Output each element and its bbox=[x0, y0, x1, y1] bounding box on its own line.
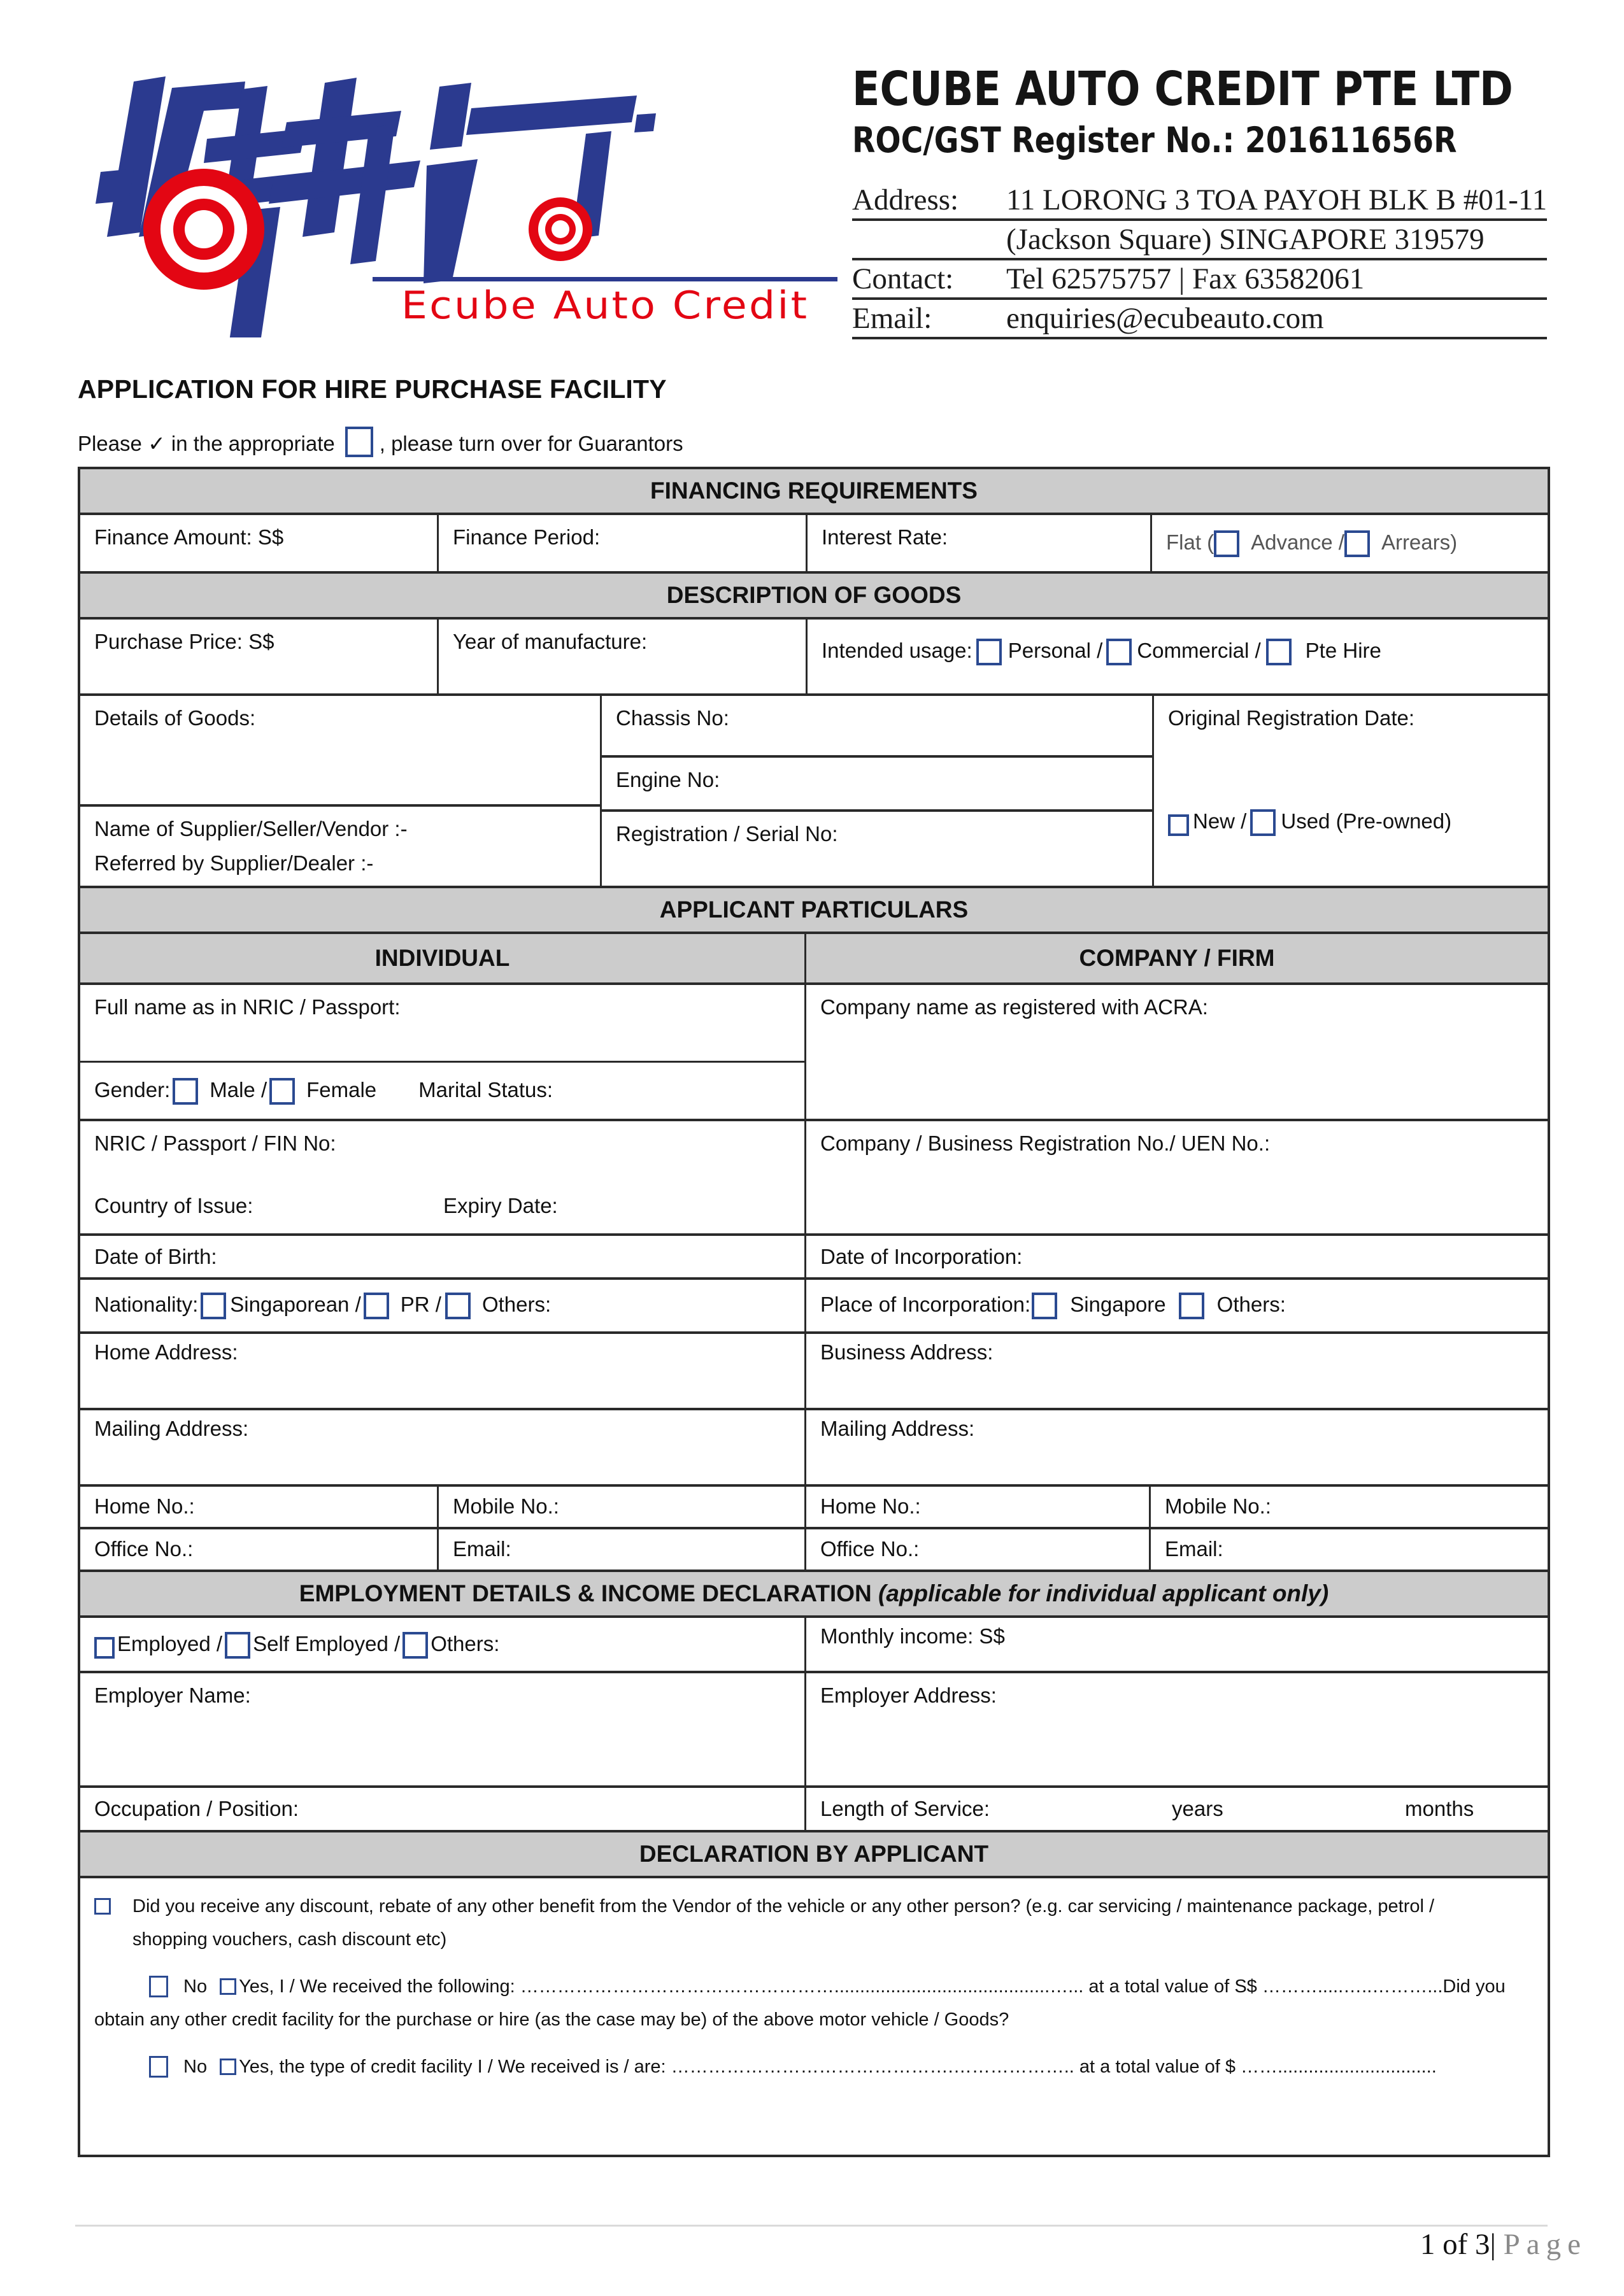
goods-row-1 bbox=[80, 620, 1548, 696]
used-label: Used (Pre-owned) bbox=[1281, 809, 1452, 833]
years-label: years bbox=[1172, 1797, 1223, 1820]
employment-others-label: Others: bbox=[431, 1632, 500, 1655]
section-financing-heading: FINANCING REQUIREMENTS bbox=[80, 469, 1548, 515]
employer-address-label: Employer Address: bbox=[820, 1683, 997, 1707]
checkbox-icon bbox=[345, 427, 373, 457]
discount-no-label: No bbox=[183, 1976, 208, 1997]
nationality-label: Nationality: bbox=[94, 1293, 199, 1316]
length-of-service-label: Length of Service: bbox=[820, 1797, 990, 1820]
personal-label: Personal / bbox=[1008, 639, 1103, 662]
gender-field bbox=[80, 1063, 804, 1119]
chassis-no-field[interactable] bbox=[602, 696, 1152, 758]
advance-label: Advance / bbox=[1251, 530, 1344, 554]
interest-rate-label: Interest Rate: bbox=[822, 525, 948, 549]
singaporean-checkbox[interactable] bbox=[201, 1293, 226, 1319]
company-roc: ROC/GST Register No.: 201611656R bbox=[852, 120, 1457, 160]
arrears-checkbox[interactable] bbox=[1344, 530, 1370, 557]
finance-period-label: Finance Period: bbox=[453, 525, 601, 549]
business-address-field[interactable] bbox=[806, 1334, 1548, 1408]
application-form bbox=[78, 467, 1550, 2157]
discount-question-text-2: shopping vouchers, cash discount etc) bbox=[132, 1929, 447, 1950]
home-no-field[interactable] bbox=[80, 1487, 439, 1527]
discount-no-checkbox[interactable] bbox=[149, 1976, 168, 1997]
nationality-field bbox=[80, 1280, 806, 1331]
employment-heading-note: (applicable for individual applicant only) bbox=[878, 1580, 1329, 1606]
instruction-before: Please ✓ in the appropriate bbox=[78, 432, 335, 455]
months-label: months bbox=[1405, 1797, 1474, 1820]
discount-question-text: Did you receive any discount, rebate of any other benefit from the Vendor of the vehicle or any other person? (e.g. car servicing / maintenance package, petrol / bbox=[132, 1896, 1435, 1917]
applicant-subheadings bbox=[80, 934, 1548, 985]
incorporation-others-label: Others: bbox=[1216, 1293, 1286, 1316]
dob-label: Date of Birth: bbox=[94, 1245, 217, 1268]
female-checkbox[interactable] bbox=[269, 1078, 295, 1105]
credit-no-label: No bbox=[183, 2057, 208, 2077]
arrears-label: Arrears) bbox=[1381, 530, 1458, 554]
financing-row bbox=[80, 515, 1548, 574]
supplier-label: Name of Supplier/Seller/Vendor :- bbox=[94, 817, 408, 840]
interest-type-field bbox=[1152, 515, 1548, 571]
logo-english-text: Ecube Auto Credit bbox=[401, 283, 809, 328]
section-goods-heading: DESCRIPTION OF GOODS bbox=[80, 574, 1548, 620]
pr-label: PR / bbox=[400, 1293, 441, 1316]
intended-usage-label: Intended usage: bbox=[822, 639, 972, 662]
footer-divider bbox=[75, 2225, 1548, 2227]
wheel-left-icon bbox=[143, 169, 264, 290]
mailing-address-field[interactable] bbox=[80, 1410, 806, 1484]
credit-yes-checkbox[interactable] bbox=[220, 2059, 236, 2075]
purchase-price-field[interactable] bbox=[80, 620, 439, 693]
section-declaration-heading: DECLARATION BY APPLICANT bbox=[80, 1832, 1548, 1878]
year-of-manufacture-label: Year of manufacture: bbox=[453, 630, 648, 653]
pte-hire-label: Pte Hire bbox=[1305, 639, 1381, 662]
full-name-field[interactable] bbox=[80, 985, 804, 1063]
office-no-label: Office No.: bbox=[94, 1537, 194, 1561]
declaration-question-1 bbox=[94, 1890, 1534, 1923]
credit-facility-question-text: obtain any other credit facility for the purchase or hire (as the case may be) of the above motor vehicle / Goods? bbox=[94, 2009, 1009, 2030]
address-line2: (Jackson Square) SINGAPORE 319579 bbox=[1006, 223, 1485, 256]
mobile-no-field[interactable] bbox=[439, 1487, 806, 1527]
employed-checkbox[interactable] bbox=[94, 1637, 115, 1659]
company-email-field[interactable] bbox=[1151, 1529, 1548, 1570]
date-of-incorporation-field[interactable] bbox=[806, 1236, 1548, 1277]
contact-value: Tel 62575757 | Fax 63582061 bbox=[1006, 262, 1365, 295]
finance-period-field[interactable] bbox=[439, 515, 808, 571]
email-field[interactable] bbox=[439, 1529, 806, 1570]
employer-address-field[interactable] bbox=[806, 1673, 1548, 1785]
wheel-right-icon bbox=[529, 197, 592, 261]
pr-checkbox[interactable] bbox=[364, 1293, 389, 1319]
email-row bbox=[852, 300, 1547, 339]
company-home-no-field[interactable] bbox=[806, 1487, 1151, 1527]
dob-field[interactable] bbox=[80, 1236, 806, 1277]
credit-yes-label: Yes, the type of credit facility I / We received is / are: ……………………………………….……………….. at a total value of $ ……............................... bbox=[239, 2057, 1437, 2077]
singaporean-label: Singaporean / bbox=[230, 1293, 361, 1316]
advance-checkbox[interactable] bbox=[1214, 530, 1239, 557]
self-employed-label: Self Employed / bbox=[253, 1632, 401, 1655]
page-number bbox=[1420, 2227, 1587, 2262]
incorporation-others-checkbox[interactable] bbox=[1179, 1293, 1204, 1319]
business-address-label: Business Address: bbox=[820, 1340, 994, 1364]
occupation-label: Occupation / Position: bbox=[94, 1797, 299, 1820]
monthly-income-label: Monthly income: S$ bbox=[820, 1624, 1005, 1648]
full-name-label: Full name as in NRIC / Passport: bbox=[94, 995, 401, 1019]
address-line1: 11 LORONG 3 TOA PAYOH BLK B #01-11 bbox=[1006, 183, 1548, 216]
personal-checkbox[interactable] bbox=[976, 639, 1002, 665]
company-block bbox=[852, 60, 1591, 162]
page-title: APPLICATION FOR HIRE PURCHASE FACILITY bbox=[78, 374, 667, 404]
office-no-field[interactable] bbox=[80, 1529, 439, 1570]
employer-name-label: Employer Name: bbox=[94, 1683, 251, 1707]
finance-amount-label: Finance Amount: S$ bbox=[94, 525, 284, 549]
registration-serial-label: Registration / Serial No: bbox=[616, 822, 838, 846]
company-email-label: Email: bbox=[1165, 1537, 1223, 1561]
section-employment-heading bbox=[80, 1572, 1548, 1618]
company-office-no-field[interactable] bbox=[806, 1529, 1151, 1570]
length-of-service-field[interactable] bbox=[806, 1788, 1548, 1830]
monthly-income-field[interactable] bbox=[806, 1618, 1548, 1671]
email-value: enquiries@ecubeauto.com bbox=[1006, 302, 1324, 335]
company-logo bbox=[96, 70, 841, 337]
company-mailing-address-label: Mailing Address: bbox=[820, 1417, 975, 1440]
uen-label: Company / Business Registration No./ UEN No.: bbox=[820, 1131, 1271, 1155]
gender-label: Gender: bbox=[94, 1078, 171, 1102]
pte-hire-checkbox[interactable] bbox=[1266, 639, 1292, 665]
address-label: Address: bbox=[852, 183, 959, 216]
company-home-no-label: Home No.: bbox=[820, 1494, 921, 1518]
uen-field[interactable] bbox=[806, 1121, 1548, 1233]
employment-heading-text: EMPLOYMENT DETAILS & INCOME DECLARATION bbox=[299, 1580, 872, 1606]
flat-label: Flat ( bbox=[1166, 530, 1214, 554]
occupation-field[interactable] bbox=[80, 1788, 806, 1830]
place-of-incorporation-label: Place of Incorporation: bbox=[820, 1293, 1031, 1316]
company-mobile-no-field[interactable] bbox=[1151, 1487, 1548, 1527]
details-of-goods-label: Details of Goods: bbox=[94, 706, 256, 730]
discount-yes-label: Yes, I / We received the following: ……………………………………………..........................................…... at a total value of S$ ……….....…..………...Did you bbox=[239, 1976, 1506, 1997]
used-checkbox[interactable] bbox=[1250, 809, 1276, 836]
contact-row bbox=[852, 260, 1547, 300]
marital-status-label: Marital Status: bbox=[418, 1078, 553, 1102]
credit-answer-row bbox=[94, 2050, 1534, 2083]
original-registration-label: Original Registration Date: bbox=[1168, 706, 1415, 730]
declaration-body bbox=[80, 1878, 1548, 2155]
new-label: New / bbox=[1193, 809, 1247, 833]
home-no-label: Home No.: bbox=[94, 1494, 195, 1518]
expiry-date-label: Expiry Date: bbox=[443, 1194, 558, 1217]
page-word: Page bbox=[1503, 2228, 1587, 2261]
contact-label: Contact: bbox=[852, 262, 954, 295]
male-label: Male / bbox=[210, 1078, 267, 1102]
interest-rate-field[interactable] bbox=[808, 515, 1152, 571]
company-name: ECUBE AUTO CREDIT PTE LTD bbox=[852, 62, 1513, 117]
details-of-goods-field[interactable] bbox=[80, 696, 600, 807]
company-mobile-no-label: Mobile No.: bbox=[1165, 1494, 1271, 1518]
female-label: Female bbox=[306, 1078, 377, 1102]
company-office-no-label: Office No.: bbox=[820, 1537, 920, 1561]
engine-no-label: Engine No: bbox=[616, 768, 720, 791]
home-address-label: Home Address: bbox=[94, 1340, 238, 1364]
email-label-field: Email: bbox=[453, 1537, 511, 1561]
year-of-manufacture-field[interactable] bbox=[439, 620, 808, 693]
address-row bbox=[852, 181, 1547, 221]
country-of-issue-label: Country of Issue: bbox=[94, 1194, 253, 1217]
male-checkbox[interactable] bbox=[173, 1078, 198, 1105]
company-mailing-address-field[interactable] bbox=[806, 1410, 1548, 1484]
self-employed-checkbox[interactable] bbox=[225, 1632, 250, 1659]
original-registration-field[interactable] bbox=[1154, 696, 1548, 886]
discount-yes-checkbox[interactable] bbox=[220, 1978, 236, 1995]
commercial-checkbox[interactable] bbox=[1106, 639, 1132, 665]
nationality-others-checkbox[interactable] bbox=[445, 1293, 471, 1319]
discount-answer-row bbox=[94, 1970, 1534, 2003]
mobile-no-label: Mobile No.: bbox=[453, 1494, 559, 1518]
singapore-label: Singapore bbox=[1070, 1293, 1166, 1316]
individual-heading: INDIVIDUAL bbox=[80, 934, 806, 982]
nric-label: NRIC / Passport / FIN No: bbox=[94, 1131, 336, 1155]
instruction-after: , please turn over for Guarantors bbox=[379, 432, 683, 455]
company-heading: COMPANY / FIRM bbox=[806, 934, 1548, 982]
nationality-others-label: Others: bbox=[481, 1293, 552, 1316]
employer-name-field[interactable] bbox=[80, 1673, 806, 1785]
registration-serial-field[interactable] bbox=[602, 812, 1152, 886]
credit-no-checkbox[interactable] bbox=[149, 2056, 168, 2078]
instruction-line bbox=[78, 425, 683, 456]
page-count: 1 of 3| bbox=[1420, 2228, 1496, 2261]
chassis-no-label: Chassis No: bbox=[616, 706, 729, 730]
new-checkbox[interactable] bbox=[1168, 814, 1189, 836]
address-row-2 bbox=[852, 221, 1547, 260]
employment-type-field bbox=[80, 1618, 806, 1671]
company-name-label: Company name as registered with ACRA: bbox=[820, 995, 1208, 1019]
engine-no-field[interactable] bbox=[602, 758, 1152, 812]
section-applicant-heading: APPLICANT PARTICULARS bbox=[80, 888, 1548, 934]
finance-amount-field[interactable] bbox=[80, 515, 439, 571]
date-of-incorporation-label: Date of Incorporation: bbox=[820, 1245, 1023, 1268]
goods-block bbox=[80, 696, 1548, 888]
referred-by-label: Referred by Supplier/Dealer :- bbox=[94, 851, 374, 875]
place-of-incorporation-field bbox=[806, 1280, 1548, 1331]
supplier-field[interactable] bbox=[80, 807, 600, 886]
intended-usage-field bbox=[808, 620, 1548, 693]
discount-question-checkbox[interactable] bbox=[94, 1898, 111, 1915]
singapore-checkbox[interactable] bbox=[1032, 1293, 1057, 1319]
employed-label: Employed / bbox=[117, 1632, 223, 1655]
home-address-field[interactable] bbox=[80, 1334, 806, 1408]
email-label: Email: bbox=[852, 302, 932, 335]
commercial-label: Commercial / bbox=[1137, 639, 1261, 662]
mailing-address-label: Mailing Address: bbox=[94, 1417, 249, 1440]
nric-field[interactable] bbox=[80, 1121, 806, 1233]
purchase-price-label: Purchase Price: S$ bbox=[94, 630, 274, 653]
company-contact bbox=[852, 181, 1547, 339]
employment-others-checkbox[interactable] bbox=[402, 1632, 428, 1659]
company-name-field[interactable] bbox=[806, 985, 1548, 1119]
